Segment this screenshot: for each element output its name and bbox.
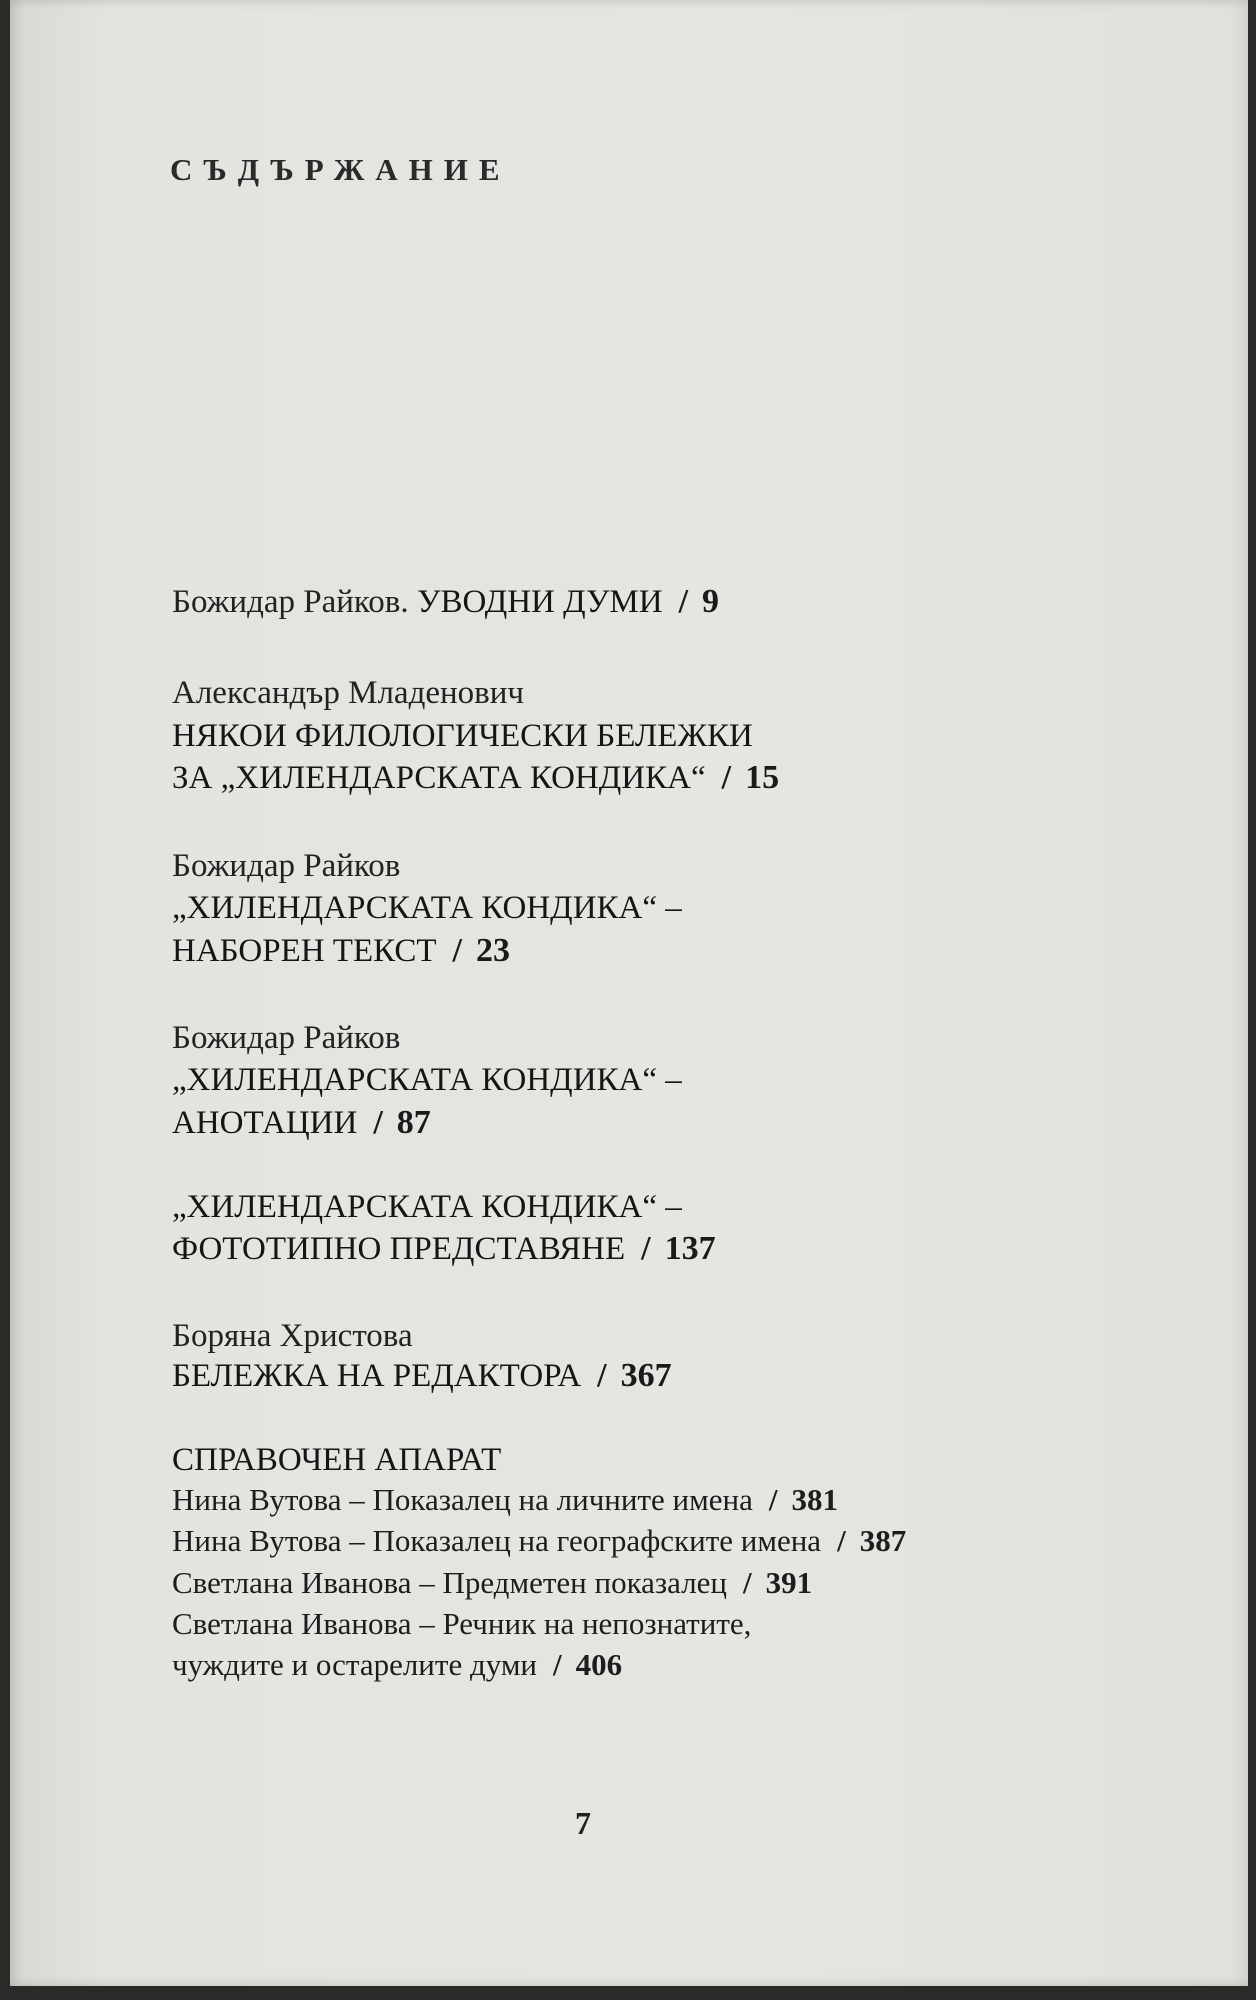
entry-page-number: 23	[475, 932, 510, 969]
entry-title-line-1: „ХИЛЕНДАРСКАТА КОНДИКА“ –	[172, 890, 682, 926]
reference-page-number: 381	[791, 1482, 838, 1517]
book-page	[10, 0, 1248, 1986]
entry-title-line-1: „ХИЛЕНДАРСКАТА КОНДИКА“ –	[172, 1062, 682, 1098]
entry-author: Божидар Райков	[172, 848, 401, 884]
toc-heading: СЪДЪРЖАНИЕ	[170, 152, 511, 187]
toc-entry-5-last-line	[172, 1229, 716, 1269]
reference-item-text: Светлана Иванова – Предметен показалец	[172, 1565, 728, 1600]
reference-item	[172, 1645, 622, 1685]
reference-item	[172, 1480, 838, 1520]
page-separator: /	[373, 1104, 383, 1141]
reference-item-text: Нина Вутова – Показалец на личните имена	[172, 1482, 753, 1517]
page-separator: /	[768, 1482, 778, 1517]
reference-item-text-line-2: чуждите и остарелите думи	[172, 1647, 538, 1682]
entry-page-number: 9	[702, 583, 720, 620]
reference-item-text: Нина Вутова – Показалец на географските имена	[172, 1523, 822, 1558]
entry-author: Божидар Райков	[172, 1020, 401, 1056]
toc-entry-3-last-line	[172, 931, 510, 971]
page-separator: /	[678, 583, 689, 620]
entry-title-line-2: АНОТАЦИИ	[172, 1105, 358, 1141]
reference-item	[172, 1563, 812, 1603]
page-separator: /	[837, 1523, 846, 1558]
page-separator: /	[721, 759, 732, 796]
reference-page-number: 387	[859, 1523, 907, 1558]
page-separator: /	[641, 1230, 651, 1267]
entry-author: Боряна Христова	[172, 1318, 413, 1354]
entry-title-line-2: НАБОРЕН ТЕКСТ	[172, 933, 437, 969]
entry-title-line-2: ЗА „ХИЛЕНДАРСКАТА КОНДИКА“	[172, 760, 706, 796]
entry-title-line-2: ФОТОТИПНО ПРЕДСТАВЯНЕ	[172, 1231, 626, 1267]
entry-title-line-1: НЯКОИ ФИЛОЛОГИЧЕСКИ БЕЛЕЖКИ	[172, 718, 753, 754]
entry-author: Божидар Райков.	[172, 584, 409, 620]
toc-entry-2-last-line	[172, 758, 779, 798]
entry-page-number: 87	[396, 1104, 431, 1141]
reference-page-number: 406	[575, 1647, 623, 1682]
reference-item	[172, 1521, 906, 1561]
entry-title: БЕЛЕЖКА НА РЕДАКТОРА	[172, 1358, 582, 1394]
entry-page-number: 137	[664, 1230, 716, 1267]
reference-heading: СПРАВОЧЕН АПАРАТ	[172, 1442, 502, 1478]
reference-page-number: 391	[765, 1565, 813, 1600]
toc-entry-6-last-line	[172, 1356, 672, 1396]
page-number: 7	[575, 1805, 591, 1841]
toc-entry-1	[172, 582, 719, 622]
page-separator: /	[553, 1647, 562, 1682]
reference-item-text-line-1: Светлана Иванова – Речник на непознатите,	[172, 1606, 752, 1641]
entry-title-line-1: „ХИЛЕНДАРСКАТА КОНДИКА“ –	[172, 1189, 682, 1225]
entry-author: Александър Младенович	[172, 675, 525, 711]
toc-entry-4-last-line	[172, 1103, 431, 1143]
entry-page-number: 367	[620, 1357, 672, 1394]
page-separator: /	[743, 1565, 752, 1600]
entry-page-number: 15	[745, 759, 780, 796]
page-separator: /	[597, 1357, 607, 1394]
page-separator: /	[452, 932, 462, 969]
entry-title: УВОДНИ ДУМИ	[417, 584, 663, 620]
